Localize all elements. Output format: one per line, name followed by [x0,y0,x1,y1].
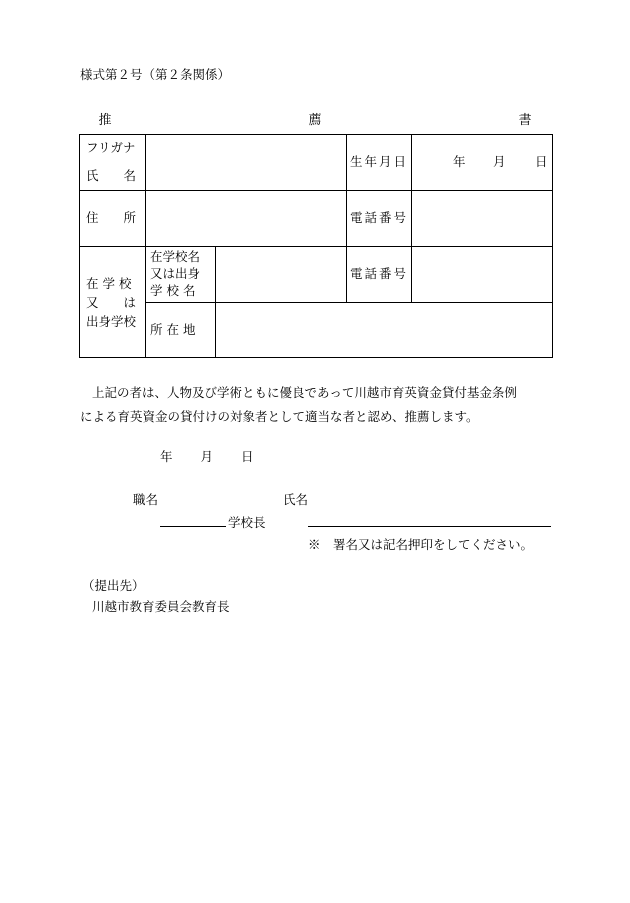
school-name-line-1: 在学校名 [150,249,201,264]
address-label: 住 所 [86,210,137,225]
phone-field[interactable] [412,191,552,246]
phone-label: 電話番号 [350,210,409,225]
school-group-line-3: 出身学校 [86,314,137,329]
school-phone-label: 電話番号 [350,266,409,281]
recommendation-form-table [79,134,553,358]
document-title: 推 薦 書 [98,113,589,128]
school-group-line-1: 在 学 校 [86,276,132,291]
signature-line[interactable] [308,526,551,527]
school-name-line-3: 学 校 名 [150,283,196,298]
birthdate-month: 月 [493,154,506,169]
column-divider [346,135,347,302]
date-day: 日 [241,449,254,464]
role-label: 職名 [133,492,159,507]
address-field[interactable] [146,191,346,246]
declaration-text [80,381,555,429]
school-phone-field[interactable] [412,247,552,302]
submission-recipient: 川越市教育委員会教育長 [92,599,230,614]
location-label: 所 在 地 [150,322,196,337]
date-year: 年 [160,449,173,464]
school-group-line-2: 又 は [86,295,137,310]
birthdate-day: 日 [535,154,548,169]
date-line [160,447,254,465]
declaration-line-1: 上記の者は、人物及び学術ともに優良であって川越市育英資金貸付基金条例 [92,385,517,400]
name-label: 氏 名 [86,168,137,183]
school-blank-line[interactable] [160,526,226,527]
declaration-line-2: による育英資金の貸付けの対象者として適当な者と認め、推薦します。 [80,409,479,424]
signature-note: ※ 署名又は記名押印をしてください。 [308,537,534,552]
birthdate-label: 生年月日 [350,154,409,169]
school-name-field[interactable] [216,247,346,302]
school-name-line-2: 又は出身 [150,266,201,281]
submission-label: （提出先） [82,578,145,593]
date-month: 月 [200,449,214,464]
birthdate-year: 年 [453,154,466,169]
furigana-label: フリガナ [86,140,136,155]
location-field[interactable] [216,303,552,357]
principal-label: 学校長 [228,515,266,530]
signer-name-label: 氏名 [283,492,309,507]
form-number: 様式第２号（第２条関係） [80,67,231,82]
name-field[interactable] [146,135,346,190]
